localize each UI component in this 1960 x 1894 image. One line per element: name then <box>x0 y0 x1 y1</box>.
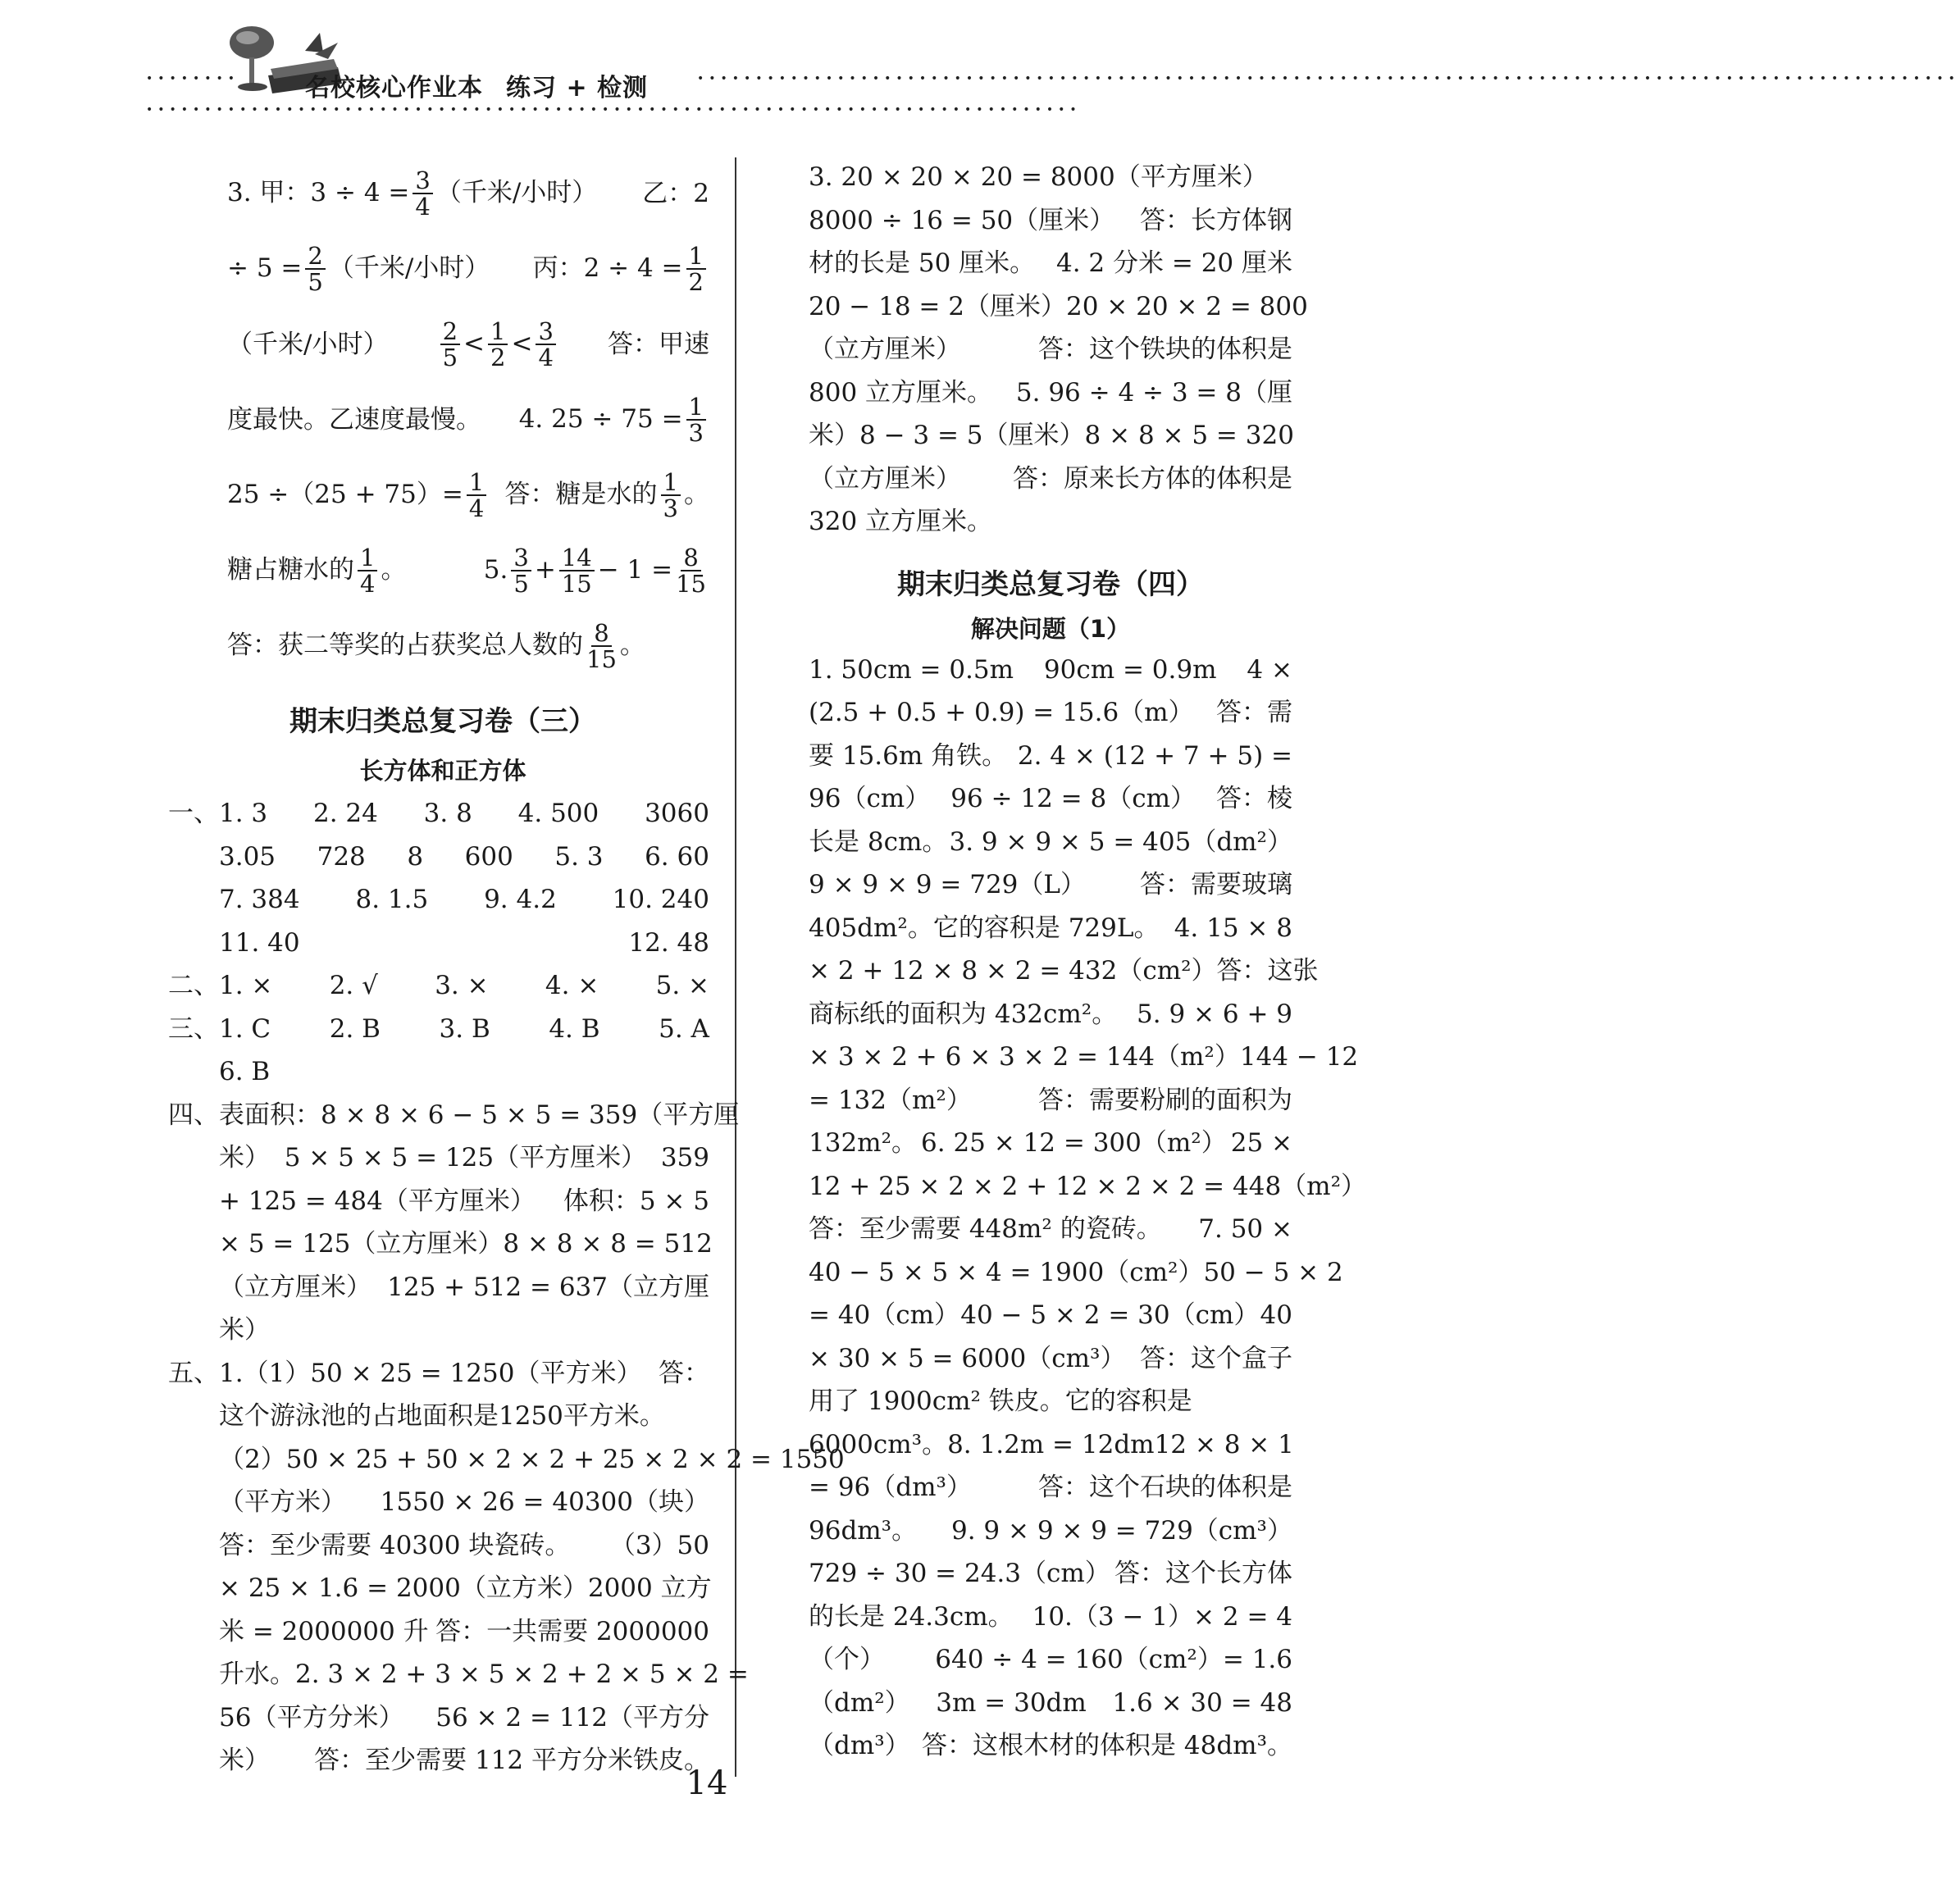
text-line <box>809 285 1308 329</box>
text-segment: 11. 40 <box>219 927 300 958</box>
text-line <box>809 1294 1292 1337</box>
text-line <box>168 1266 709 1309</box>
text-line <box>809 735 1292 778</box>
text-segment: 1550 × 26 = 40300（块） <box>380 1487 709 1517</box>
text-segment: 4. 15 × 8 <box>1174 913 1292 943</box>
text-segment: 3060 <box>645 799 709 828</box>
text-line <box>809 1036 1359 1079</box>
text-line <box>809 328 1292 371</box>
fraction: $\frac{3}{4}$ <box>413 168 432 220</box>
text-segment: 7. 384 <box>219 885 300 914</box>
text-segment: 2. 4 × (12 + 7 + 5) = <box>1017 740 1292 771</box>
text-line <box>168 1567 712 1610</box>
text-segment: 640 ÷ 4 = 160（cm²）= 1.6 <box>935 1645 1292 1674</box>
text-segment: 8. 1.5 <box>355 885 429 914</box>
text-segment: 40 <box>1260 1300 1292 1330</box>
column-divider <box>735 157 736 1777</box>
text-line: （千米/小时） $\frac{2}{5}$ < $\frac{1}{2}$ < $\frac{3}{4}$ 答：甲速 <box>227 316 709 371</box>
text-segment: 50 − 5 × 2 <box>1203 1257 1343 1287</box>
text-segment: 的长是 24.3cm。 <box>809 1601 1014 1632</box>
text-line <box>168 1481 709 1524</box>
page-number: 14 <box>686 1764 728 1802</box>
text-segment: （dm³） <box>809 1731 910 1760</box>
text-segment: 要 15.6m 角铁。 <box>809 740 1008 771</box>
text-segment: （2）50 × 25 + 50 × 2 × 2 + 25 × 2 × 2 = 1550 <box>219 1444 845 1474</box>
text-line: 糖占糖水的 $\frac{1}{4}$ 。 5. $\frac{3}{5}$ + $\frac{14}{15}$ − 1 = $\frac{8}{15}$ <box>227 543 706 598</box>
text-line <box>809 458 1292 501</box>
text-segment: (2.5 + 0.5 + 0.9) = 15.6（m） <box>809 698 1194 727</box>
text-line: 3. 甲：3 ÷ 4 = $\frac{3}{4}$ （千米/小时） 乙：2 <box>227 166 709 221</box>
text-segment: 答：至少需要 112 平方分米铁皮。 <box>314 1746 709 1775</box>
section-subtitle: 解决问题（1） <box>970 614 1131 643</box>
text-segment: 四、表面积：8 × 8 × 6 − 5 × 5 = 359（平方厘 <box>168 1100 740 1130</box>
text-segment: （平方米） <box>219 1487 346 1517</box>
left-top-block <box>176 156 709 684</box>
text-line <box>168 1309 709 1352</box>
text-line <box>809 199 1292 243</box>
text-segment: 答：这张 <box>1216 956 1319 986</box>
text-segment: 728 <box>317 841 366 872</box>
text-segment: 25 × <box>1230 1128 1292 1158</box>
text-segment: × 3 × 2 + 6 × 3 × 2 = 144（m²） <box>809 1042 1240 1072</box>
text-segment: 答：这个石块的体积是 <box>1038 1473 1292 1502</box>
text-segment: × 30 × 5 = 6000（cm³） <box>809 1343 1126 1373</box>
text-segment: 答：棱 <box>1216 784 1292 813</box>
text-segment: （立方厘米） <box>219 1272 371 1302</box>
text-segment: 1.6 × 30 = 48 <box>1112 1687 1292 1718</box>
text-segment: = 40（cm） <box>809 1300 960 1330</box>
text-segment: 20 × 20 × 2 = 800 <box>1065 291 1308 321</box>
text-line <box>809 1165 1367 1209</box>
text-line <box>168 964 709 1008</box>
book-title-sub: 练习 + 检测 <box>506 74 649 102</box>
fraction: $\frac{2}{5}$ <box>440 319 460 371</box>
text-line <box>809 1724 1292 1768</box>
text-segment: × 5 = 125（立方厘米） <box>219 1229 504 1259</box>
text-segment: （立方厘米） <box>809 463 961 494</box>
text-line <box>809 993 1292 1036</box>
text-segment: 答： <box>659 1358 709 1388</box>
text-line <box>168 1352 709 1395</box>
text-line <box>809 1079 1292 1122</box>
text-line <box>809 156 1292 199</box>
text-segment: 4. × <box>545 971 599 1000</box>
section3-answers <box>168 792 845 1782</box>
text-segment: 144 − 12 <box>1239 1042 1359 1072</box>
book-title <box>305 67 648 103</box>
text-segment: 这个游泳池的占地面积是1250平方米。 <box>219 1401 665 1431</box>
text-line <box>809 1638 1292 1682</box>
text-segment: 4. B <box>549 1013 600 1044</box>
text-line <box>809 1596 1292 1639</box>
text-segment: 2. 3 × 2 + 3 × 5 × 2 + 2 × 5 × 2 = <box>295 1660 749 1689</box>
text-line <box>809 414 1292 458</box>
text-segment: 答：需要玻璃 <box>1140 870 1292 899</box>
header-dots-left: •••••••• <box>146 72 240 85</box>
text-segment: 132m²。 <box>809 1128 917 1158</box>
text-segment: 12. 48 <box>628 927 709 958</box>
text-segment: 升水。 <box>219 1660 295 1689</box>
text-segment: 答：需 <box>1216 698 1292 727</box>
fraction: $\frac{1}{2}$ <box>488 319 508 371</box>
text-segment: 5. × <box>655 971 709 1000</box>
text-line <box>168 878 709 922</box>
text-line <box>809 1380 1292 1423</box>
text-segment: 9 × 9 × 9 = 729（L） <box>809 870 1086 899</box>
text-segment: 8. 1.2m = 12dm <box>947 1429 1155 1459</box>
text-segment: 96dm³。 <box>809 1515 918 1546</box>
text-segment: 3.05 <box>219 841 276 872</box>
right-column <box>809 156 1367 1768</box>
section4-answers <box>809 649 1367 1768</box>
text-segment: 米） <box>219 1315 270 1345</box>
text-segment: 8 × 8 × 5 = 320 <box>1084 421 1294 450</box>
text-segment: （dm²） <box>809 1687 910 1718</box>
text-line <box>809 1423 1292 1467</box>
text-line <box>168 922 709 965</box>
text-line: ÷ 5 = $\frac{2}{5}$ （千米/小时） 丙：2 ÷ 4 = $\frac{1}{2}$ <box>227 231 709 307</box>
text-line: 答：获二等奖的占获奖总人数的 $\frac{8}{15}$ 。 <box>227 618 645 673</box>
text-line: 25 ÷（25 + 75）= $\frac{1}{4}$ 答：糖是水的 $\frac{1}{3}$ 。 <box>227 467 709 522</box>
text-segment: 9. 9 × 9 × 9 = 729（cm³） <box>950 1515 1292 1546</box>
text-segment: 7. 50 × <box>1198 1214 1292 1244</box>
text-segment: 体积：5 × 5 <box>563 1186 709 1216</box>
fraction: $\frac{8}{15}$ <box>676 543 706 598</box>
text-segment: 五、1.（1）50 × 25 = 1250（平方米） <box>168 1358 642 1388</box>
text-segment: 20 − 18 = 2（厘米） <box>809 291 1066 321</box>
text-segment: 2. 24 <box>312 799 378 828</box>
text-segment: 2000 立方 <box>587 1573 712 1603</box>
fraction: $\frac{3}{5}$ <box>511 545 531 597</box>
section-title: 期末归类总复习卷（四） <box>897 567 1204 601</box>
text-segment: 三、1. C <box>168 1013 271 1044</box>
text-segment: 二、1. × <box>168 971 273 1000</box>
text-line <box>168 1180 709 1223</box>
text-segment: 答：一共需要 2000000 <box>435 1616 709 1646</box>
book-title-main: 名校核心作业本 <box>305 74 483 102</box>
text-segment: 答：这个盒子 <box>1140 1343 1292 1373</box>
fraction: $\frac{1}{4}$ <box>467 470 486 521</box>
text-segment: 56 × 2 = 112（平方分 <box>435 1702 709 1732</box>
fraction: $\frac{1}{3}$ <box>686 394 706 446</box>
text-segment: 800 立方厘米。 <box>809 377 993 407</box>
text-segment: 5 × 5 × 5 = 125（平方厘米） <box>284 1143 647 1172</box>
right-top-block <box>809 156 1308 544</box>
text-line <box>809 907 1292 950</box>
text-segment: 5. 3 <box>554 841 604 872</box>
text-segment: 用了 1900cm² 铁皮。它的容积是 <box>809 1386 1192 1416</box>
text-segment: 3. × <box>435 971 489 1000</box>
text-segment: 405dm²。它的容积是 729L。 <box>809 913 1160 943</box>
text-segment: 4. 500 <box>517 799 599 828</box>
fraction: $\frac{2}{5}$ <box>305 244 325 295</box>
text-segment: 8 − 3 = 5（厘米） <box>859 421 1085 450</box>
text-segment: = 132（m²） <box>809 1085 972 1115</box>
text-segment: 答：这个铁块的体积是 <box>1038 335 1292 364</box>
text-segment: 90cm = 0.9m <box>1043 654 1217 685</box>
text-segment: 答：长方体钢 <box>1140 205 1292 235</box>
text-segment: 3. 9 × 9 × 5 = 405（dm²） <box>949 826 1292 857</box>
header-dots-right: •••••••••••••••••••••••••••••••••••••••••••••••••••••••••••••••••••••••••••••••••••••••••••••••••••••••••••• <box>697 72 1960 85</box>
fraction: $\frac{1}{3}$ <box>661 470 681 521</box>
text-segment: 米 = 2000000 升 <box>219 1616 429 1646</box>
text-line <box>809 863 1292 907</box>
text-segment: 12 + 25 × 2 × 2 + 12 × 2 × 2 = 448（m²） <box>809 1171 1367 1201</box>
text-line <box>168 1395 709 1438</box>
text-segment: 2. √ <box>329 971 378 1000</box>
text-segment: × 25 × 1.6 = 2000（立方米） <box>219 1573 588 1603</box>
section-subtitle: 长方体和正方体 <box>359 757 526 785</box>
text-line <box>168 1136 709 1180</box>
text-segment: 3. 8 <box>423 799 472 828</box>
text-segment: 答：这个长方体 <box>1114 1559 1292 1588</box>
page-header <box>0 0 1960 131</box>
text-line <box>809 1251 1343 1295</box>
text-segment: 米） <box>219 1746 270 1775</box>
text-line <box>168 1696 709 1740</box>
text-segment: 米） <box>219 1143 270 1172</box>
text-segment: 材的长是 50 厘米。 <box>809 248 1036 278</box>
fraction: $\frac{8}{15}$ <box>586 618 617 673</box>
text-line <box>809 371 1292 415</box>
text-segment: 600 <box>464 841 513 872</box>
text-line <box>809 1509 1292 1553</box>
text-segment: 320 立方厘米。 <box>809 507 993 536</box>
text-line <box>809 1337 1292 1381</box>
text-segment: 40 − 5 × 2 = 30（cm） <box>960 1300 1260 1330</box>
text-segment: 5. A <box>659 1013 709 1044</box>
text-segment: 答：原来长方体的体积是 <box>1013 463 1292 494</box>
text-line <box>168 1524 709 1568</box>
text-segment: 10. 240 <box>612 885 709 914</box>
text-line <box>168 1653 749 1696</box>
text-line <box>809 1208 1292 1251</box>
text-segment: 1. 50cm = 0.5m <box>809 654 1014 685</box>
text-segment: 4. 2 分米 = 20 厘米 <box>1056 248 1292 278</box>
text-segment: 56（平方分米） <box>219 1702 404 1732</box>
text-line <box>168 792 709 835</box>
text-segment: 12 × 8 × 1 <box>1154 1429 1294 1459</box>
text-segment: （个） <box>809 1645 885 1674</box>
text-segment: 359 <box>660 1143 709 1172</box>
text-segment: 96（cm） <box>809 784 931 813</box>
text-line <box>168 1094 740 1137</box>
left-column <box>168 156 845 1782</box>
text-line <box>168 835 709 879</box>
text-segment: 6. 25 × 12 = 300（m²） <box>921 1128 1227 1158</box>
text-line <box>809 649 1292 692</box>
text-line <box>168 1050 709 1094</box>
text-line <box>809 1552 1292 1596</box>
text-segment: 商标纸的面积为 432cm²。 <box>809 999 1118 1029</box>
text-line <box>168 1008 709 1051</box>
text-line <box>809 1682 1292 1725</box>
text-segment: 3. B <box>439 1013 490 1044</box>
text-segment: 3m = 30dm <box>936 1687 1087 1718</box>
text-segment: + 125 = 484（平方厘米） <box>219 1186 536 1216</box>
text-line <box>168 1438 845 1482</box>
text-segment: 米） <box>809 421 859 450</box>
text-segment: × 2 + 12 × 8 × 2 = 432（cm²） <box>809 956 1217 986</box>
text-segment: 长是 8cm。 <box>809 826 948 857</box>
text-line <box>809 242 1292 285</box>
text-segment: 96 ÷ 12 = 8（cm） <box>950 784 1196 813</box>
text-segment: 6000cm³。 <box>809 1429 948 1459</box>
text-line <box>809 500 1292 544</box>
text-segment: 10.（3 − 1）× 2 = 4 <box>1032 1601 1292 1632</box>
text-segment: 125 + 512 = 637（立方厘 <box>387 1272 709 1302</box>
text-segment: 答：这根木材的体积是 48dm³。 <box>922 1731 1292 1760</box>
text-segment: 729 ÷ 30 = 24.3（cm） <box>809 1559 1110 1588</box>
text-segment: 5. 9 × 6 + 9 <box>1137 999 1292 1029</box>
text-segment: 答：至少需要 40300 块瓷砖。 <box>219 1530 571 1560</box>
text-segment: 答：需要粉刷的面积为 <box>1038 1085 1292 1115</box>
text-line <box>809 1122 1292 1165</box>
text-segment: 一、1. 3 <box>168 799 268 828</box>
text-segment: 40 − 5 × 5 × 4 = 1900（cm²） <box>809 1257 1204 1287</box>
text-segment: （3）50 <box>609 1530 709 1560</box>
text-segment: 3. 20 × 20 × 20 = 8000（平方厘米） <box>809 162 1268 192</box>
text-segment: 6. 60 <box>645 841 709 872</box>
section-title: 期末归类总复习卷（三） <box>289 705 596 738</box>
text-segment: = 96（dm³） <box>809 1473 972 1502</box>
text-segment: 8 × 8 × 8 = 512 <box>503 1229 713 1259</box>
text-line <box>809 691 1292 735</box>
text-segment: 2. B <box>329 1013 381 1044</box>
fraction: $\frac{3}{4}$ <box>536 319 555 371</box>
text-segment: 9. 4.2 <box>484 885 557 914</box>
header-dots-under: •••••••••••••••••••••••••••••••••••••••••••••••••••••••••••••••••••••••••••••••• <box>146 103 1082 116</box>
text-segment: （立方厘米） <box>809 335 961 364</box>
text-line <box>809 821 1292 864</box>
text-line <box>809 949 1319 993</box>
text-segment: 4 × <box>1247 654 1292 685</box>
text-segment: 8 <box>407 841 424 872</box>
text-line <box>809 777 1292 821</box>
text-segment: 5. 96 ÷ 4 ÷ 3 = 8（厘 <box>1015 377 1292 407</box>
fraction: $\frac{1}{4}$ <box>358 545 377 597</box>
text-line <box>168 1222 713 1266</box>
text-line <box>168 1610 709 1654</box>
text-segment: 答：至少需要 448m² 的瓷砖。 <box>809 1214 1162 1244</box>
fraction: $\frac{14}{15}$ <box>559 545 595 597</box>
text-line: 度最快。乙速度最慢。 4. 25 ÷ 75 = $\frac{1}{3}$ <box>227 382 709 458</box>
text-segment: 8000 ÷ 16 = 50（厘米） <box>809 205 1115 235</box>
fraction: $\frac{1}{2}$ <box>686 244 706 295</box>
text-line <box>809 1466 1292 1509</box>
text-segment: 6. B <box>219 1057 271 1086</box>
